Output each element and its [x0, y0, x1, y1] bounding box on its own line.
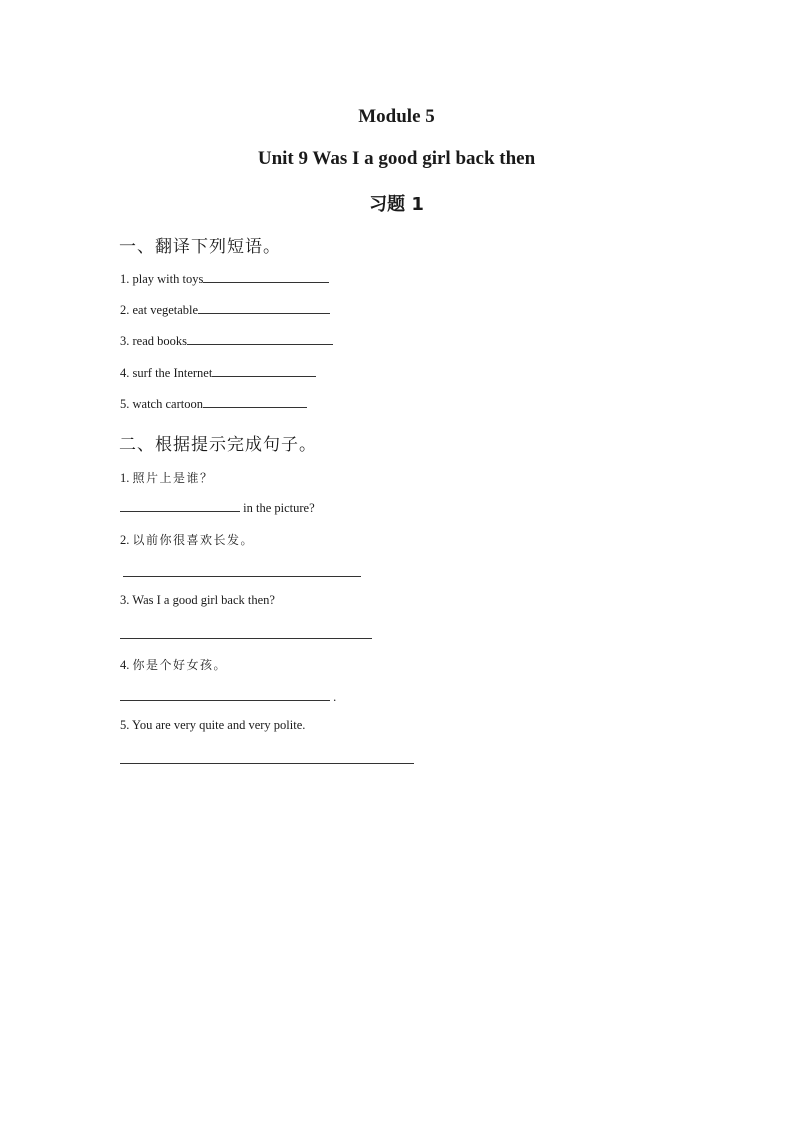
question-text: 照片上是谁？	[132, 471, 214, 485]
phrase-item	[120, 302, 330, 318]
question-number: 2.	[120, 533, 130, 547]
module-title: Module 5	[358, 106, 435, 127]
phrase-item	[120, 333, 333, 349]
question-prompt	[120, 656, 227, 673]
phrase-text: 5. watch cartoon	[120, 397, 203, 411]
answer-blank[interactable]	[198, 302, 330, 314]
phrase-item	[120, 271, 329, 287]
answer-blank[interactable]	[120, 500, 240, 512]
answer-blank[interactable]	[120, 638, 372, 639]
phrase-text: 3. read books	[120, 334, 187, 348]
unit-title: Unit 9 Was I a good girl back then	[257, 148, 536, 169]
answer-suffix: in the picture?	[243, 501, 315, 515]
question-text: You are very quite and very polite.	[132, 718, 306, 732]
question-number: 5.	[120, 718, 130, 732]
question-number: 4.	[120, 658, 130, 672]
phrase-item	[120, 365, 316, 381]
answer-blank[interactable]	[120, 689, 330, 701]
question-prompt	[120, 718, 305, 733]
section1-heading: 一、翻译下列短语。	[119, 237, 281, 257]
phrase-text: 1. play with toys	[120, 272, 204, 286]
answer-suffix: .	[333, 690, 337, 704]
question-text: Was I a good girl back then?	[132, 593, 275, 607]
answer-blank[interactable]	[123, 576, 361, 577]
question-number: 3.	[120, 593, 130, 607]
exercise-title: 习题 1	[369, 194, 424, 215]
question-prompt	[120, 593, 275, 608]
answer-blank[interactable]	[203, 271, 329, 283]
phrase-item	[120, 396, 307, 412]
answer-line	[120, 500, 315, 516]
question-prompt	[120, 469, 214, 486]
question-prompt	[120, 531, 254, 548]
phrase-text: 2. eat vegetable	[120, 303, 199, 317]
section2-heading: 二、根据提示完成句子。	[119, 435, 317, 455]
question-text: 你是个好女孩。	[132, 658, 228, 672]
question-text: 以前你很喜欢长发。	[132, 533, 255, 547]
answer-blank[interactable]	[187, 333, 333, 345]
answer-line	[120, 689, 336, 705]
answer-blank[interactable]	[212, 365, 316, 377]
answer-blank[interactable]	[120, 763, 414, 764]
question-number: 1.	[120, 471, 130, 485]
answer-blank[interactable]	[203, 396, 307, 408]
phrase-text: 4. surf the Internet	[120, 366, 213, 380]
